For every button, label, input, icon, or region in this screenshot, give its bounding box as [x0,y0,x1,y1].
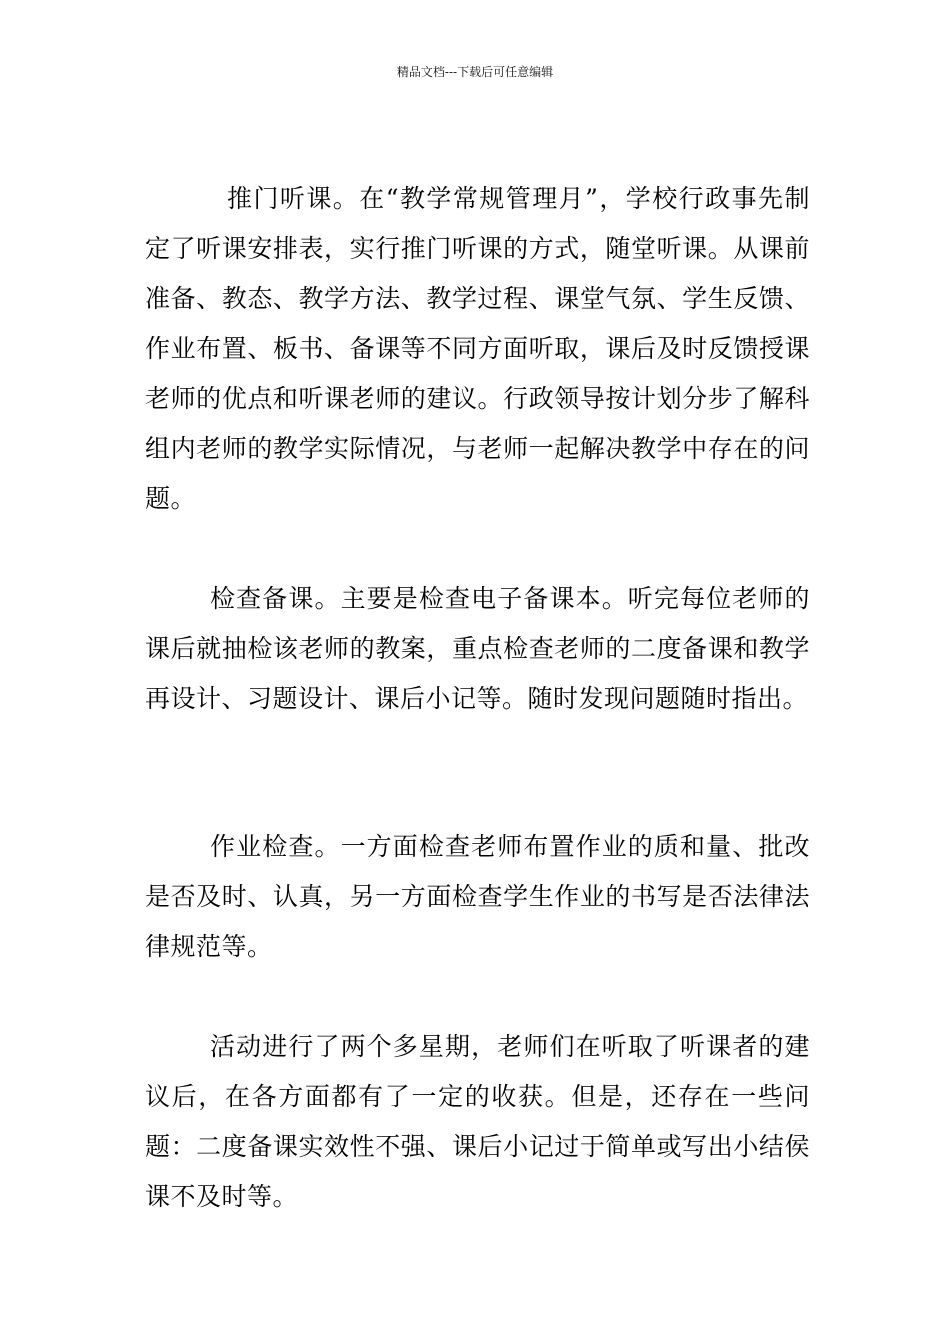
paragraph-lesson-plan-check: 检查备课。主要是检查电子备课本。听完每位老师的课后就抽检该老师的教案，重点检查老师的二度备课和教学再设计、习题设计、课后小记等。随时发现问题随时指出。 [145,584,810,713]
paragraph-activity-summary: 活动进行了两个多星期，老师们在听取了听课者的建议后，在各方面都有了一定的收获。但是，还存在一些问题：二度备课实效性不强、课后小记过于简单或写出小结侯课不及时等。 [145,1032,810,1211]
page-header: 精品文档---下载后可任意编辑 [396,65,554,79]
paragraph-lesson-observation: 推门听课。在“教学常规管理月”，学校行政事先制定了听课安排表，实行推门听课的方式，随堂听课。从课前准备、教态、教学方法、教学过程、课堂气氛、学生反馈、作业布置、板书、备课等不同方面听取，课后及时反馈授课老师的优点和听课老师的建议。行政领导按计划分步了解科组内老师的教学实际情况，与老师一起解决教学中存在的问题。 [145,184,810,513]
paragraph-homework-check: 作业检查。一方面检查老师布置作业的质和量、批改是否及时、认真，另一方面检查学生作业的书写是否法律法律规范等。 [145,832,810,961]
